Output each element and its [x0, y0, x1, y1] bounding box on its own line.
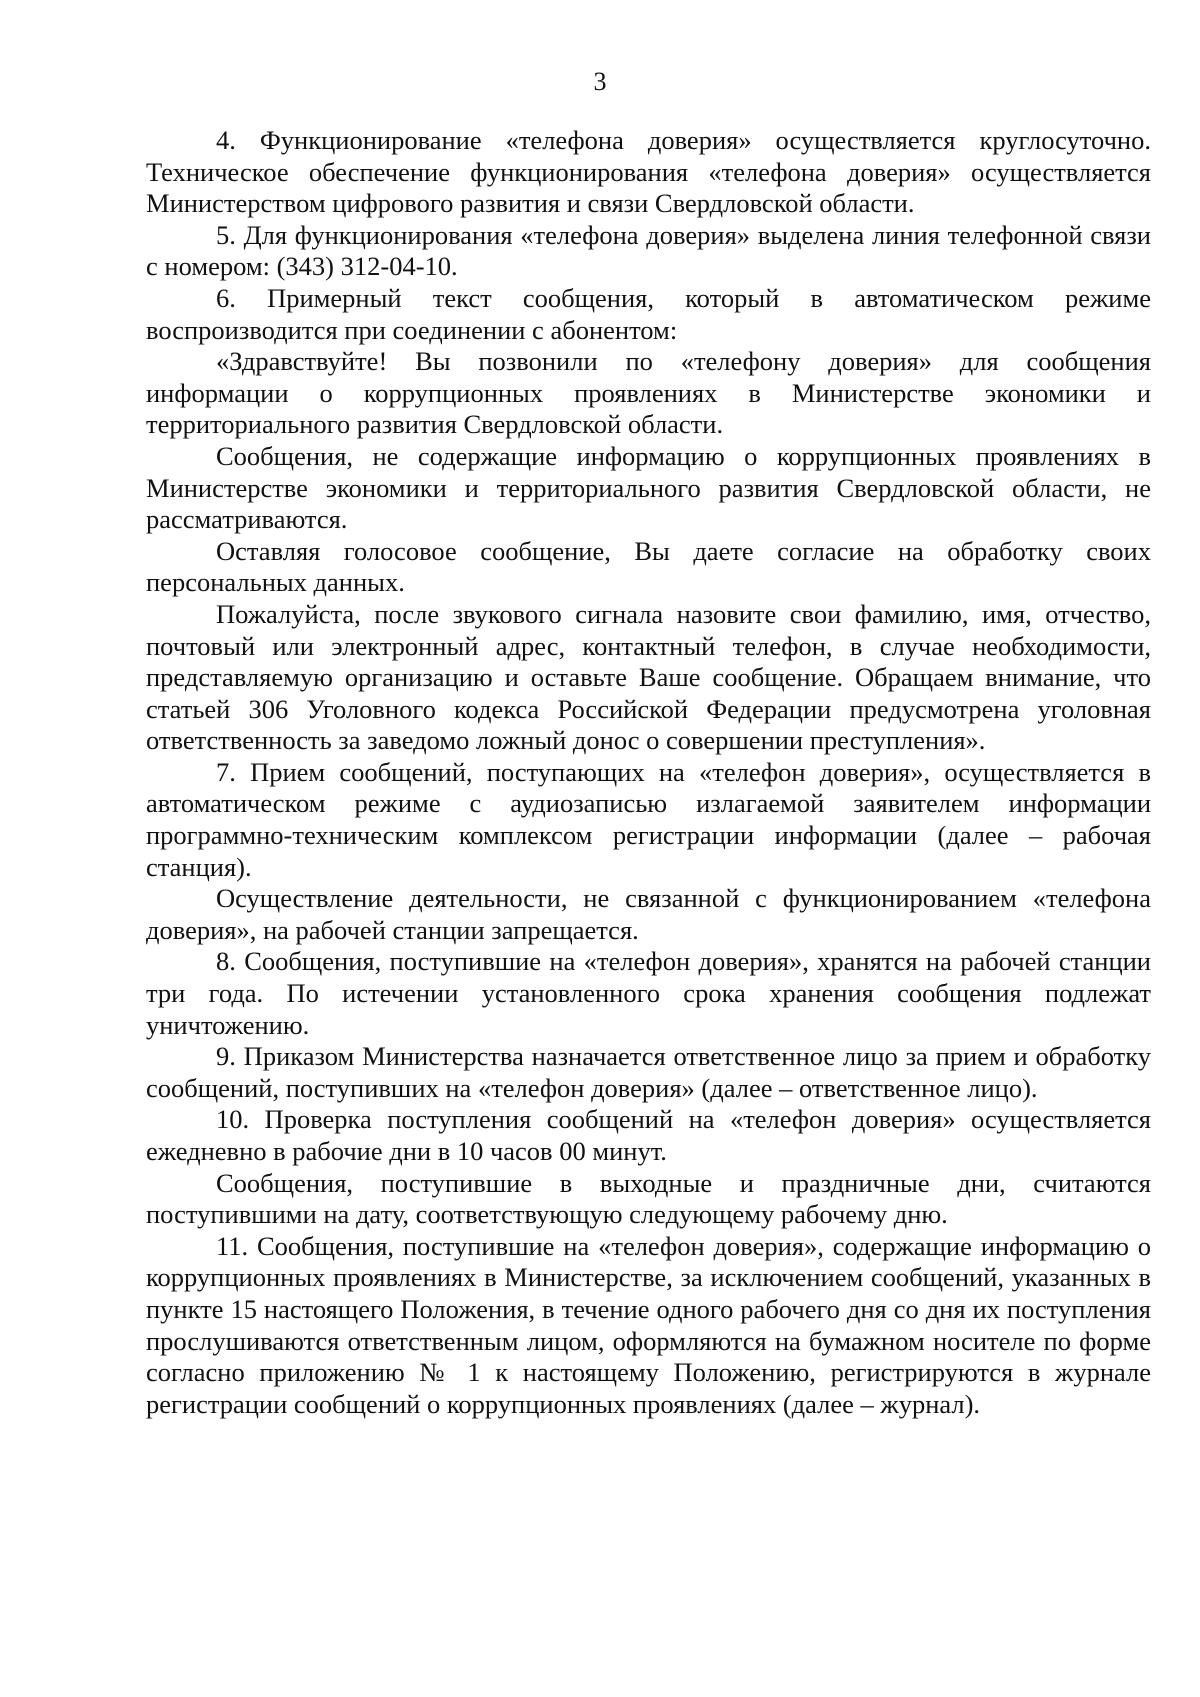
paragraph-item-11: 11. Сообщения, поступившие на «телефон доверия», содержащие информацию о коррупционных проявлениях в Министерстве, за исключением сообщений, указанных в пункте 15 настоящего Положения, в течение одного рабочего дня со дня их поступления прослушиваются ответственным лицом, оформляются на бумажном носителе по форме согласно приложению № 1 к настоящему Положению, регистрируются в журнале регистрации сообщений о коррупционных проявлениях (далее – журнал).: [146, 1230, 1151, 1419]
document-body: [146, 125, 1151, 1420]
quoted-message-instructions: Пожалуйста, после звукового сигнала назовите свои фамилию, имя, отчество, почтовый или электронный адрес, контактный телефон, в случае необходимости, представляемую организацию и оставьте Ваше сообщение. Обращаем внимание, что статьей 306 Уголовного кодекса Российской Федерации предусмотрена уголовная ответственность за заведомо ложный донос о совершении преступления».: [146, 598, 1151, 756]
paragraph-item-6: 6. Примерный текст сообщения, который в автоматическом режиме воспроизводится при соединении с абонентом:: [146, 282, 1151, 345]
quoted-message-greeting: «Здравствуйте! Вы позвонили по «телефону доверия» для сообщения информации о коррупционных проявлениях в Министерстве экономики и территориального развития Свердловской области.: [146, 346, 1151, 440]
paragraph-item-10: 10. Проверка поступления сообщений на «телефон доверия» осуществляется ежедневно в рабочие дни в 10 часов 00 минут.: [146, 1104, 1151, 1166]
quoted-message-consent: Оставляя голосовое сообщение, Вы даете согласие на обработку своих персональных данных.: [146, 535, 1151, 598]
paragraph-item-5: 5. Для функционирования «телефона доверия» выделена линия телефонной связи с номером: (343) 312-04-10.: [146, 219, 1151, 282]
paragraph-item-8: 8. Сообщения, поступившие на «телефон доверия», хранятся на рабочей станции три года. По истечении установленного срока хранения сообщения подлежат уничтожению.: [146, 946, 1151, 1040]
paragraph-item-9: 9. Приказом Министерства назначается ответственное лицо за прием и обработку сообщений, поступивших на «телефон доверия» (далее – ответственное лицо).: [146, 1041, 1151, 1103]
page-number: 3: [593, 67, 607, 96]
paragraph-item-7-restriction: Осуществление деятельности, не связанной с функционированием «телефона доверия», на рабочей станции запрещается.: [146, 883, 1151, 945]
quoted-message-scope: Сообщения, не содержащие информацию о коррупционных проявлениях в Министерстве экономики и территориального развития Свердловской области, не рассматриваются.: [146, 440, 1151, 535]
paragraph-item-4: 4. Функционирование «телефона доверия» осуществляется круглосуточно. Техническое обеспечение функционирования «телефона доверия» осуществляется Министерством цифрового развития и связи Свердловской области.: [146, 125, 1151, 219]
paragraph-item-7: 7. Прием сообщений, поступающих на «телефон доверия», осуществляется в автоматическом режиме с аудиозаписью излагаемой заявителем информации программно-техническим комплексом регистрации информации (далее – рабочая станция).: [146, 756, 1151, 882]
paragraph-item-10-holidays: Сообщения, поступившие в выходные и праздничные дни, считаются поступившими на дату, соответствующую следующему рабочему дню.: [146, 1167, 1151, 1230]
